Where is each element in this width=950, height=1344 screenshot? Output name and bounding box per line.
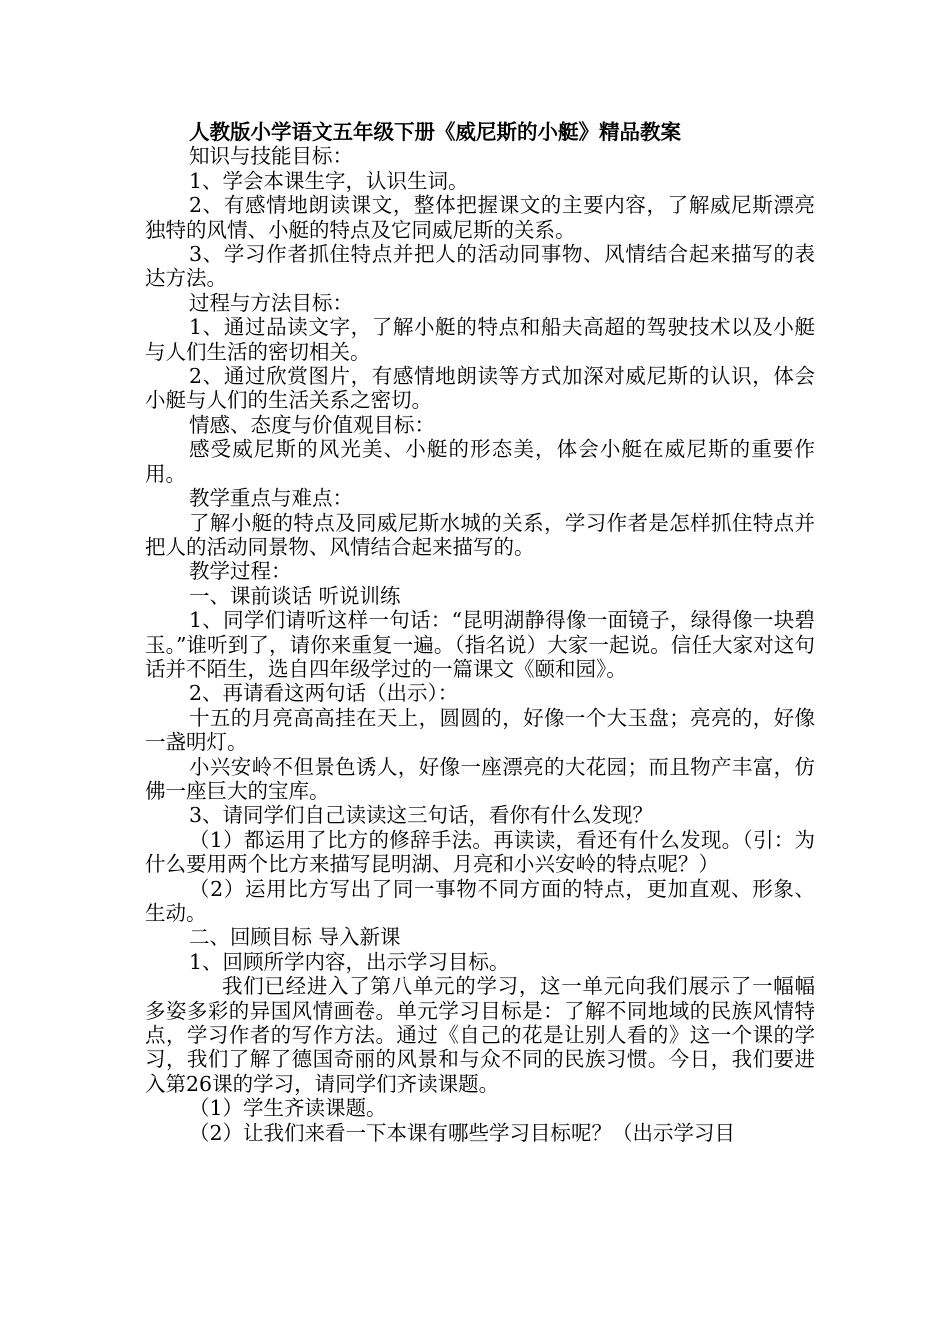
- section-heading-key-points: 教学重点与难点：: [189, 486, 353, 511]
- document-body: [145, 120, 815, 1145]
- paragraph: 2、再请看这两句话（出示）：: [189, 681, 459, 706]
- paragraph: （2）运用比方写出了同一事物不同方面的特点，更加直观、形象、生动。: [145, 876, 815, 925]
- section-heading-part-two: 二、回顾目标 导入新课: [189, 925, 401, 950]
- section-heading-teaching-process: 教学过程：: [189, 559, 292, 584]
- section-heading-process: 过程与方法目标：: [189, 290, 353, 315]
- section-heading-emotion: 情感、态度与价值观目标：: [189, 412, 435, 437]
- paragraph: （1）学生齐读课题。: [189, 1096, 387, 1121]
- paragraph: 1、通过品读文字，了解小艇的特点和船夫高超的驾驶技术以及小艇与人们生活的密切相关。: [145, 315, 815, 364]
- paragraph: 2、通过欣赏图片，有感情地朗读等方式加深对威尼斯的认识，体会小艇与人们的生活关系之密切。: [145, 364, 815, 413]
- document-title: 人教版小学语文五年级下册《威尼斯的小艇》精品教案: [189, 120, 681, 144]
- paragraph: （1）都运用了比方的修辞手法。再读读，看还有什么发现。（引：为什么要用两个比方来描写昆明湖、月亮和小兴安岭的特点呢？）: [145, 827, 815, 877]
- paragraph: 1、同学们请听这样一句话：“昆明湖静得像一面镜子，绿得像一块碧玉。”谁听到了，请你来重复一遍。（指名说）大家一起说。信任大家对这句话并不陌生，选自四年级学过的一篇课文《颐和园》。: [145, 608, 815, 681]
- paragraph: 2、有感情地朗读课文，整体把握课文的主要内容，了解威尼斯漂亮独特的风情、小艇的特点及它同威尼斯的关系。: [145, 193, 815, 242]
- paragraph: 3、请同学们自己读读这三句话，看你有什么发现？: [189, 803, 654, 828]
- paragraph: 1、学会本课生字，认识生词。: [189, 168, 469, 193]
- paragraph: （2）让我们来看一下本课有哪些学习目标呢？（出示学习目: [189, 1120, 736, 1145]
- section-heading-knowledge: 知识与技能目标：: [189, 144, 353, 169]
- paragraph: 1、回顾所学内容，出示学习目标。: [189, 949, 510, 974]
- paragraph: 十五的月亮高高挂在天上，圆圆的，好像一个大玉盘；亮亮的，好像一盏明灯。: [145, 705, 815, 755]
- section-heading-part-one: 一、课前谈话 听说训练: [189, 583, 401, 608]
- paragraph: 我们已经进入了第八单元的学习，这一单元向我们展示了一幅幅多姿多彩的异国风情画卷。单元学习目标是：了解不同地域的民族风情特点，学习作者的写作方法。通过《自己的花是让别人看的》这一个课的学习，我们了解了德国奇丽的风景和与众不同的民族习惯。今日，我们要进入第26课的学习，请同学们齐读课题。: [145, 974, 815, 1096]
- paragraph: 小兴安岭不但景色诱人，好像一座漂亮的大花园；而且物产丰富，仿佛一座巨大的宝库。: [145, 754, 815, 803]
- paragraph: 3、学习作者抓住特点并把人的活动同事物、风情结合起来描写的表达方法。: [145, 242, 815, 291]
- paragraph: 了解小艇的特点及同威尼斯水城的关系，学习作者是怎样抓住特点并把人的活动同景物、风情结合起来描写的。: [145, 510, 815, 559]
- paragraph: 感受威尼斯的风光美、小艇的形态美，体会小艇在威尼斯的重要作用。: [145, 437, 815, 486]
